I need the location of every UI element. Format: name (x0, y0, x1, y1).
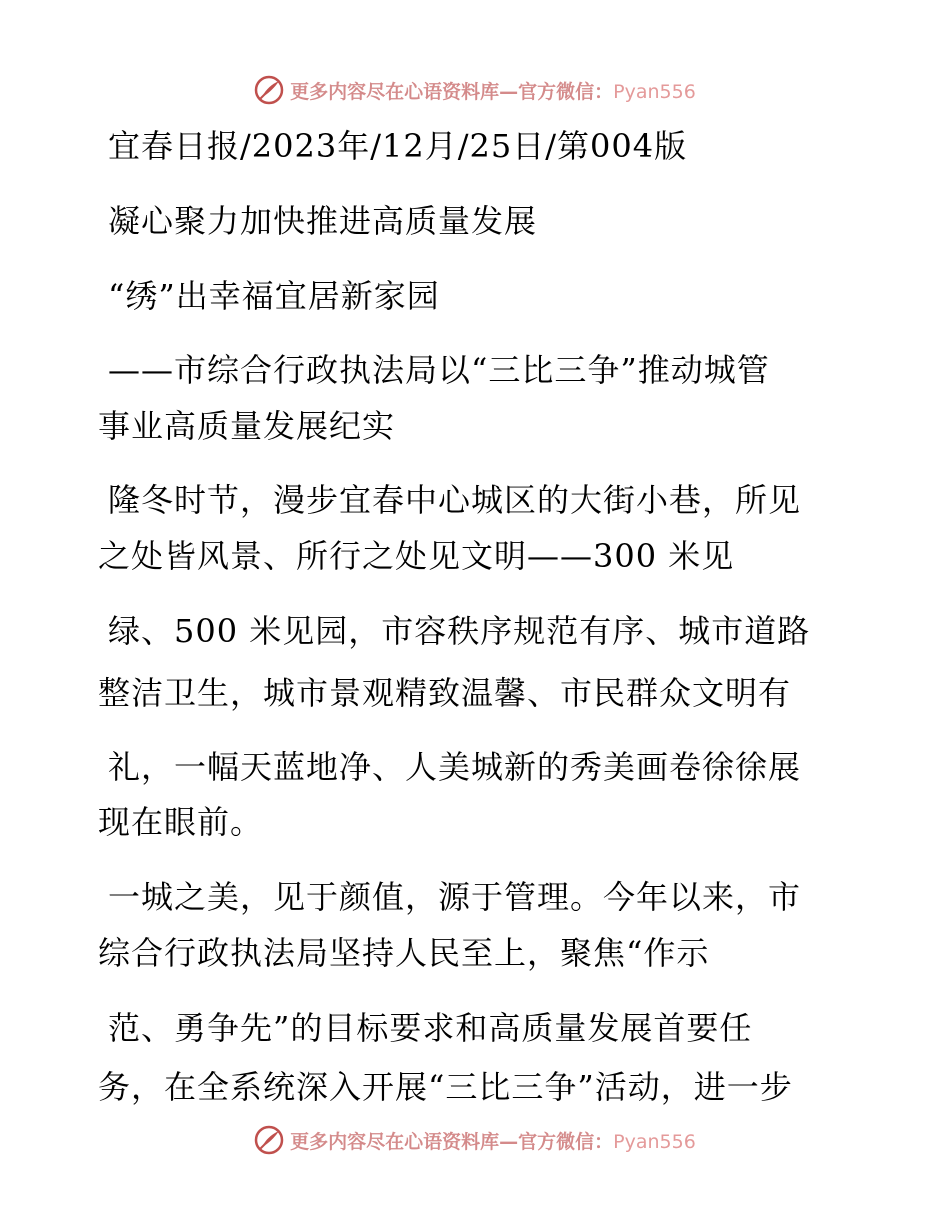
paragraph-line: 礼，一幅天蓝地净、人美城新的秀美画卷徐徐展 (108, 748, 802, 786)
paragraph-line: 整洁卫生，城市景观精致温馨、市民群众文明有 (98, 674, 792, 712)
subtitle-line-2: 事业高质量发展纪实 (98, 407, 396, 445)
watermark-text: 更多内容尽在心语资料库—官方微信：Pyan556 (290, 1130, 696, 1153)
paragraph-line: 隆冬时节，漫步宜春中心城区的大街小巷，所见 (108, 481, 802, 519)
paragraph-line: 务，在全系统深入开展“三比三争”活动，进一步 (98, 1068, 793, 1106)
paragraph-line: 一城之美，见于颜值，源于管理。今年以来，市 (108, 878, 802, 916)
paragraph-line: 范、勇争先”的目标要求和高质量发展首要任 (108, 1009, 753, 1047)
publication-info: 宜春日报/2023年/12月/25日/第004版 (108, 127, 688, 165)
watermark-top (0, 70, 950, 110)
watermark-text: 更多内容尽在心语资料库—官方微信：Pyan556 (290, 80, 696, 103)
paragraph-line: 综合行政执法局坚持人民至上，聚焦“作示 (98, 934, 710, 972)
watermark-bottom (0, 1120, 950, 1160)
subtitle-line-1: ——市综合行政执法局以“三比三争”推动城管 (108, 351, 770, 389)
headline: 凝心聚力加快推进高质量发展 (108, 202, 538, 240)
paragraph-line: 现在眼前。 (98, 803, 264, 841)
quill-logo-icon (254, 1125, 284, 1155)
subheadline: “绣”出幸福宜居新家园 (108, 277, 440, 315)
quill-logo-icon (254, 75, 284, 105)
paragraph-line: 绿、500 米见园，市容秩序规范有序、城市道路 (108, 612, 811, 650)
paragraph-line: 之处皆风景、所行之处见文明——300 米见 (98, 537, 735, 575)
